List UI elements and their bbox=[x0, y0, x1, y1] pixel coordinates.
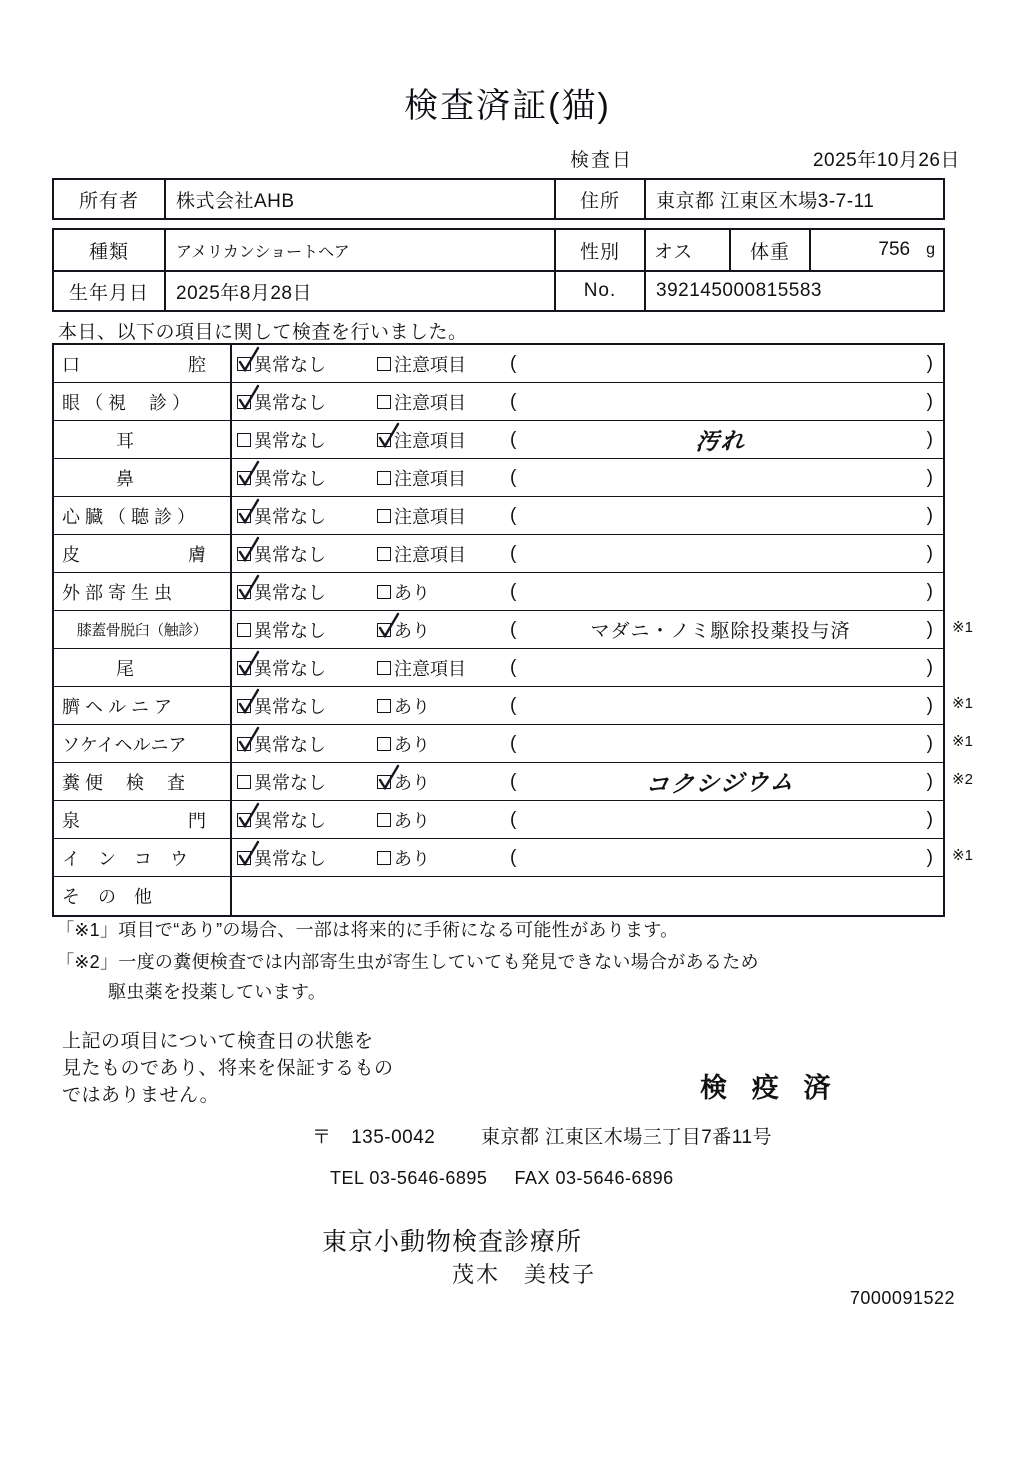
note-paren-right: ) bbox=[926, 694, 933, 716]
note-paren-left: ( bbox=[510, 694, 517, 716]
option-finding[interactable] bbox=[377, 427, 466, 453]
footnote-marker: ※2 bbox=[952, 771, 973, 788]
footnote-2-line2: 駆虫薬を投薬しています。 bbox=[108, 982, 327, 1002]
option-normal[interactable] bbox=[237, 807, 326, 833]
checklist-row-options bbox=[232, 535, 943, 572]
option-normal[interactable] bbox=[237, 389, 326, 415]
checklist-row-label: 外 部 寄 生 虫 bbox=[54, 573, 232, 610]
note-paren-left: ( bbox=[510, 656, 517, 678]
checkbox-normal[interactable] bbox=[237, 851, 251, 865]
option-finding[interactable] bbox=[377, 693, 430, 719]
checklist-row-options bbox=[232, 649, 943, 686]
note-paren-left: ( bbox=[510, 352, 517, 374]
option-finding-label: あり bbox=[394, 620, 430, 641]
option-normal-label: 異常なし bbox=[254, 848, 326, 869]
quarantine-stamp: 検 疫 済 bbox=[700, 1073, 840, 1103]
checkbox-normal[interactable] bbox=[237, 357, 251, 371]
owner-name: 株式会社AHB bbox=[164, 180, 554, 218]
checklist-row-label: 皮 膚 bbox=[54, 535, 232, 572]
footnote-marker bbox=[948, 799, 1000, 837]
checkbox-finding[interactable] bbox=[377, 395, 391, 409]
option-normal[interactable] bbox=[237, 579, 326, 605]
checklist-row bbox=[54, 877, 943, 915]
checkbox-normal[interactable] bbox=[237, 813, 251, 827]
disclaimer-line-1: 上記の項目について検査日の状態を bbox=[62, 1031, 374, 1052]
sex-value: オス bbox=[644, 230, 729, 270]
note-paren-right: ) bbox=[926, 808, 933, 830]
option-normal-label: 異常なし bbox=[254, 354, 326, 375]
checklist-row-options bbox=[232, 459, 943, 496]
checkbox-normal[interactable] bbox=[237, 775, 251, 789]
registration-no-label: No. bbox=[554, 270, 644, 310]
option-finding-label: 注意項目 bbox=[394, 468, 466, 489]
checklist-row bbox=[54, 801, 943, 839]
option-normal-label: 異常なし bbox=[254, 810, 326, 831]
inspection-date-value: 2025年10月26日 bbox=[812, 150, 960, 171]
note-paren-left: ( bbox=[510, 732, 517, 754]
option-finding-label: 注意項目 bbox=[394, 392, 466, 413]
option-finding[interactable] bbox=[377, 465, 466, 491]
checklist-row-options bbox=[232, 687, 943, 724]
clinic-contact-line bbox=[330, 1168, 674, 1189]
option-normal[interactable] bbox=[237, 427, 326, 453]
option-finding-label: 注意項目 bbox=[394, 354, 466, 375]
option-finding-label: あり bbox=[394, 772, 430, 793]
checklist-row bbox=[54, 763, 943, 801]
note-paren-left: ( bbox=[510, 770, 517, 792]
note-paren-left: ( bbox=[510, 390, 517, 412]
veterinarian-name: 茂木 美枝子 bbox=[452, 1262, 597, 1287]
footnote-marker bbox=[948, 647, 1000, 685]
option-finding[interactable] bbox=[377, 579, 430, 605]
footnote-marker bbox=[948, 571, 1000, 609]
checkbox-normal[interactable] bbox=[237, 471, 251, 485]
checklist-row bbox=[54, 421, 943, 459]
note-paren-right: ) bbox=[926, 466, 933, 488]
dob-value: 2025年8月28日 bbox=[164, 270, 554, 310]
checkbox-normal[interactable] bbox=[237, 585, 251, 599]
disclaimer-line-3: ではありません。 bbox=[62, 1085, 220, 1106]
note-paren-left: ( bbox=[510, 428, 517, 450]
inspection-checklist bbox=[52, 343, 945, 917]
registration-no-value: 392145000815583 bbox=[644, 270, 943, 310]
note-paren-right: ) bbox=[926, 770, 933, 792]
checklist-row bbox=[54, 459, 943, 497]
checkbox-normal[interactable] bbox=[237, 699, 251, 713]
weight-label: 体重 bbox=[729, 230, 809, 270]
pet-table bbox=[52, 228, 945, 312]
sex-label: 性別 bbox=[554, 230, 644, 270]
option-normal-label: 異常なし bbox=[254, 468, 326, 489]
checkbox-finding[interactable] bbox=[377, 661, 391, 675]
footnote-marker: ※1 bbox=[952, 695, 973, 712]
handwritten-note: コクシジウム bbox=[644, 769, 797, 799]
checklist-row-options bbox=[232, 839, 943, 876]
clinic-address-line bbox=[312, 1122, 772, 1149]
checklist-row-label: 心 臓 （ 聴 診 ） bbox=[54, 497, 232, 534]
option-normal-label: 異常なし bbox=[254, 658, 326, 679]
checklist-row bbox=[54, 345, 943, 383]
option-finding[interactable] bbox=[377, 541, 466, 567]
footnote-marker: ※1 bbox=[952, 847, 973, 864]
note-paren-left: ( bbox=[510, 466, 517, 488]
option-finding-label: あり bbox=[394, 582, 430, 603]
note-paren-right: ) bbox=[926, 656, 933, 678]
weight-unit: g bbox=[926, 241, 935, 258]
option-finding-label: 注意項目 bbox=[394, 544, 466, 565]
checklist-row bbox=[54, 649, 943, 687]
option-finding[interactable] bbox=[377, 845, 430, 871]
checklist-row-label: 口 腔 bbox=[54, 345, 232, 382]
option-finding[interactable] bbox=[377, 389, 466, 415]
footnote-marker bbox=[948, 457, 1000, 495]
option-normal[interactable] bbox=[237, 845, 326, 871]
note-paren-left: ( bbox=[510, 808, 517, 830]
checklist-row-label: 耳 bbox=[54, 421, 232, 458]
checklist-row-label: そ の 他 bbox=[54, 877, 232, 915]
note-paren-left: ( bbox=[510, 504, 517, 526]
footnote-2-line1: 「※2」一度の糞便検査では内部寄生虫が寄生していても発見できない場合があるため bbox=[56, 952, 759, 972]
checkbox-finding[interactable] bbox=[377, 737, 391, 751]
option-finding[interactable] bbox=[377, 655, 466, 681]
breed-value: アメリカンショートヘア bbox=[164, 230, 554, 270]
checklist-row bbox=[54, 725, 943, 763]
checklist-row-options bbox=[232, 725, 943, 762]
checkbox-finding[interactable] bbox=[377, 813, 391, 827]
footnote-marker bbox=[948, 419, 1000, 457]
checkbox-normal[interactable] bbox=[237, 509, 251, 523]
checkbox-normal[interactable] bbox=[237, 547, 251, 561]
checkbox-normal[interactable] bbox=[237, 737, 251, 751]
option-normal[interactable] bbox=[237, 617, 326, 643]
checkbox-finding[interactable] bbox=[377, 433, 391, 447]
option-finding[interactable] bbox=[377, 351, 466, 377]
disclaimer-line-2: 見たものであり、将来を保証するもの bbox=[62, 1058, 394, 1079]
checklist-row-label: 糞 便 検 査 bbox=[54, 763, 232, 800]
checklist-row-note bbox=[532, 765, 909, 798]
handwritten-note: 汚れ bbox=[694, 428, 747, 456]
checkbox-finding[interactable] bbox=[377, 699, 391, 713]
option-finding[interactable] bbox=[377, 807, 430, 833]
option-normal[interactable] bbox=[237, 465, 326, 491]
checkbox-normal[interactable] bbox=[237, 395, 251, 409]
checklist-row-options bbox=[232, 763, 943, 800]
checklist-row bbox=[54, 839, 943, 877]
note-paren-right: ) bbox=[926, 580, 933, 602]
breed-label: 種類 bbox=[88, 241, 129, 263]
option-normal-label: 異常なし bbox=[254, 506, 326, 527]
footnote-marker bbox=[948, 533, 1000, 571]
checklist-row-label: 臍 ヘ ル ニ ア bbox=[54, 687, 232, 724]
checklist-row-options bbox=[232, 611, 943, 648]
note-paren-right: ) bbox=[926, 732, 933, 754]
checklist-row-label: 眼 （ 視 診 ） bbox=[54, 383, 232, 420]
checklist-row-options bbox=[232, 877, 943, 915]
option-normal-label: 異常なし bbox=[254, 696, 326, 717]
footnote-marker-column bbox=[948, 343, 1000, 913]
option-normal-label: 異常なし bbox=[254, 620, 326, 641]
lead-sentence: 本日、以下の項目に関して検査を行いました。 bbox=[58, 322, 468, 343]
footnote-marker bbox=[948, 381, 1000, 419]
checkbox-finding[interactable] bbox=[377, 775, 391, 789]
note-paren-right: ) bbox=[926, 352, 933, 374]
option-normal[interactable] bbox=[237, 693, 326, 719]
footnote-marker bbox=[948, 875, 1000, 913]
checkbox-normal[interactable] bbox=[237, 433, 251, 447]
note-paren-right: ) bbox=[926, 504, 933, 526]
option-finding[interactable] bbox=[377, 731, 430, 757]
option-normal-label: 異常なし bbox=[254, 582, 326, 603]
clinic-fax: FAX 03-5646-6896 bbox=[514, 1168, 674, 1188]
option-finding-label: あり bbox=[394, 696, 430, 717]
inspection-date-label: 検査日 bbox=[570, 150, 634, 171]
option-finding-label: 注意項目 bbox=[394, 430, 466, 451]
checklist-row-note bbox=[532, 423, 909, 456]
checklist-row-options bbox=[232, 345, 943, 382]
option-normal-label: 異常なし bbox=[254, 772, 326, 793]
clinic-address: 東京都 江東区木場三丁目7番11号 bbox=[480, 1127, 773, 1148]
option-normal[interactable] bbox=[237, 351, 326, 377]
checklist-row-label: 鼻 bbox=[54, 459, 232, 496]
page-title: 検査済証(猫) bbox=[404, 87, 611, 125]
reference-number: 7000091522 bbox=[849, 1288, 955, 1308]
option-normal-label: 異常なし bbox=[254, 430, 326, 451]
disclaimer-text bbox=[62, 1028, 394, 1109]
inspection-date-row bbox=[560, 145, 960, 171]
checkbox-finding[interactable] bbox=[377, 547, 391, 561]
note-paren-left: ( bbox=[510, 580, 517, 602]
option-finding[interactable] bbox=[377, 503, 466, 529]
option-normal[interactable] bbox=[237, 655, 326, 681]
weight-value-cell bbox=[809, 230, 943, 270]
checklist-row bbox=[54, 535, 943, 573]
checklist-row-label: ソケイヘルニア bbox=[54, 725, 232, 762]
clinic-zip: 135-0042 bbox=[351, 1127, 436, 1148]
checklist-row-options bbox=[232, 801, 943, 838]
checkbox-normal[interactable] bbox=[237, 661, 251, 675]
note-paren-left: ( bbox=[510, 618, 517, 640]
option-finding-label: あり bbox=[394, 734, 430, 755]
option-finding-label: あり bbox=[394, 848, 430, 869]
clinic-tel: TEL 03-5646-6895 bbox=[330, 1168, 488, 1188]
option-normal[interactable] bbox=[237, 769, 326, 795]
option-finding[interactable] bbox=[377, 617, 430, 643]
footnote-marker: ※1 bbox=[952, 733, 973, 750]
option-finding-label: 注意項目 bbox=[394, 658, 466, 679]
option-normal[interactable] bbox=[237, 503, 326, 529]
checklist-row-label: 泉 門 bbox=[54, 801, 232, 838]
option-normal-label: 異常なし bbox=[254, 392, 326, 413]
clinic-name: 東京小動物検査診療所 bbox=[322, 1228, 583, 1256]
option-finding-label: 注意項目 bbox=[394, 506, 466, 527]
note-paren-right: ) bbox=[926, 390, 933, 412]
footnote-marker bbox=[948, 495, 1000, 533]
checkbox-finding[interactable] bbox=[377, 509, 391, 523]
checkbox-normal[interactable] bbox=[237, 623, 251, 637]
option-finding-label: あり bbox=[394, 810, 430, 831]
note-paren-right: ) bbox=[926, 542, 933, 564]
checkbox-finding[interactable] bbox=[377, 851, 391, 865]
checklist-row bbox=[54, 573, 943, 611]
footnote-marker bbox=[948, 343, 1000, 381]
footnote-marker: ※1 bbox=[952, 619, 973, 636]
owner-address: 東京都 江東区木場3-7-11 bbox=[644, 180, 943, 218]
checkbox-finding[interactable] bbox=[377, 471, 391, 485]
note-paren-right: ) bbox=[926, 618, 933, 640]
checklist-row bbox=[54, 497, 943, 535]
checklist-row-options bbox=[232, 573, 943, 610]
owner-label: 所有者 bbox=[78, 190, 139, 212]
postal-mark-icon: 〒 bbox=[312, 1127, 332, 1148]
checklist-row-label: 膝蓋骨脱臼（触診） bbox=[54, 611, 232, 648]
option-normal[interactable] bbox=[237, 731, 326, 757]
checkbox-finding[interactable] bbox=[377, 623, 391, 637]
checkbox-finding[interactable] bbox=[377, 585, 391, 599]
note-paren-right: ) bbox=[926, 428, 933, 450]
option-normal-label: 異常なし bbox=[254, 734, 326, 755]
weight-value: 756 bbox=[878, 239, 911, 260]
checklist-row-options bbox=[232, 421, 943, 458]
checklist-row bbox=[54, 383, 943, 421]
option-normal[interactable] bbox=[237, 541, 326, 567]
note-paren-right: ) bbox=[926, 846, 933, 868]
checkbox-finding[interactable] bbox=[377, 357, 391, 371]
owner-table bbox=[52, 178, 945, 220]
option-normal-label: 異常なし bbox=[254, 544, 326, 565]
option-finding[interactable] bbox=[377, 769, 430, 795]
checklist-row-options bbox=[232, 497, 943, 534]
note-paren-left: ( bbox=[510, 846, 517, 868]
footnote-1: 「※1」項目で“あり”の場合、一部は将来的に手術になる可能性があります。 bbox=[56, 920, 679, 940]
checklist-row-label: イ ン コ ウ bbox=[54, 839, 232, 876]
checklist-row bbox=[54, 611, 943, 649]
checklist-row-options bbox=[232, 383, 943, 420]
checklist-row bbox=[54, 687, 943, 725]
address-label: 住所 bbox=[554, 180, 644, 218]
checklist-row-label: 尾 bbox=[54, 649, 232, 686]
note-paren-left: ( bbox=[510, 542, 517, 564]
checklist-row-note: マダニ・ノミ駆除投薬投与済 bbox=[590, 621, 851, 642]
dob-label: 生年月日 bbox=[54, 270, 164, 310]
